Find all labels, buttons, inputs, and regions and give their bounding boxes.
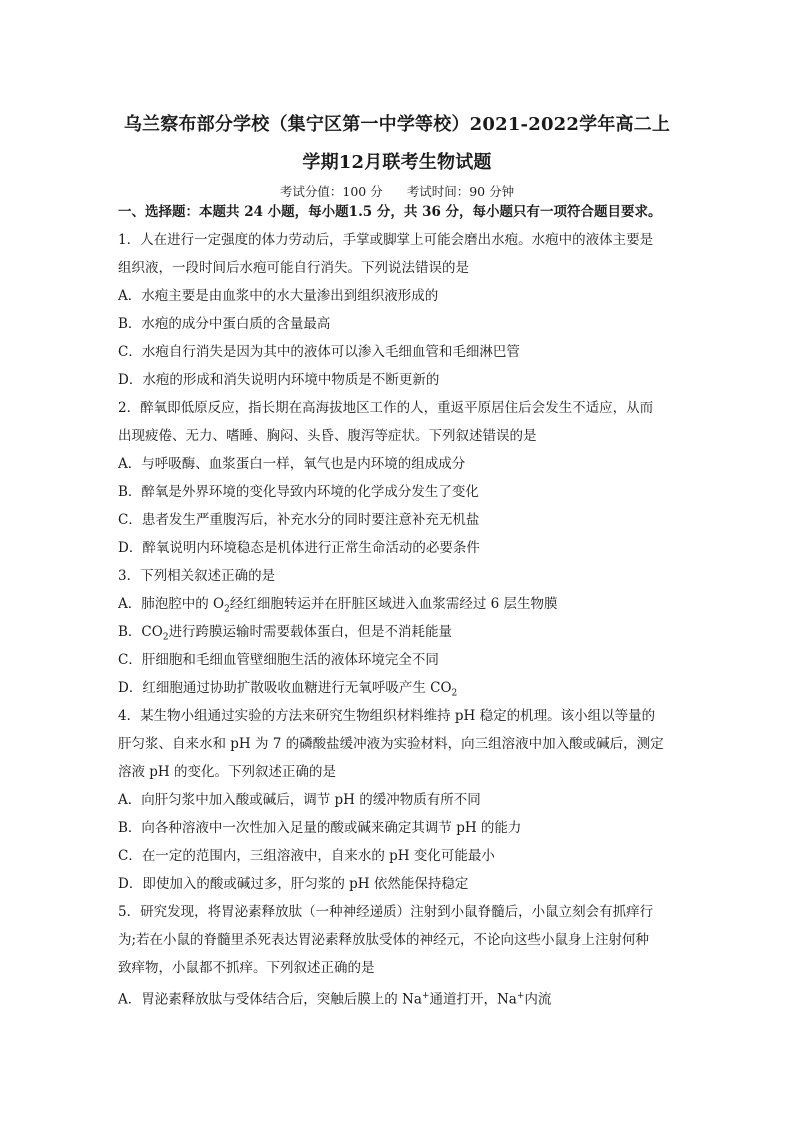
text-line: 1．人在进行一定强度的体力劳动后，手掌或脚掌上可能会磨出水疱。水疱中的液体主要是 [118, 232, 654, 248]
exam-time: 考试时间：90 分钟 [406, 184, 515, 199]
option-line: C．肝细胞和毛细血管壁细胞生活的液体环境完全不同 [118, 652, 439, 668]
text-line: B．醉氧是外界环境的变化导致内环境的化学成分发生了变化 [118, 484, 479, 500]
option-line: A．胃泌素释放肽与受体结合后，突触后膜上的 Na+通道打开，Na+内流 [118, 991, 552, 1008]
title-line-2: 学期12月联考生物试题 [302, 152, 492, 173]
text-line: B．水疱的成分中蛋白质的含量最高 [118, 316, 331, 332]
text-line: 3．下列相关叙述正确的是 [118, 568, 276, 584]
text-line: 为;若在小鼠的脊髓里杀死表达胃泌素释放肽受体的神经元，不论向这些小鼠身上注射何种 [118, 932, 650, 948]
option-line: B．$CO_2$进行跨膜运输时需要载体蛋白，但是不消耗能量 [118, 624, 453, 643]
text-line: 溶液 pH 的变化。下列叙述正确的是 [118, 764, 336, 780]
option-line: A．肺泡腔中的 $O_2$经红细胞转运并在肝脏区域进入血浆需经过 6 层生物膜 [118, 596, 558, 615]
text-line: 肝匀浆、自来水和 pH 为 7 的磷酸盐缓冲液为实验材料，向三组溶液中加入酸或碱后，测定 [118, 736, 664, 752]
text-line: D．醉氧说明内环境稳态是机体进行正常生命活动的必要条件 [118, 540, 480, 556]
text-line: B．向各种溶液中一次性加入足量的酸或碱来确定其调节 pH 的能力 [118, 820, 522, 836]
exam-meta [0, 182, 794, 200]
text-line: A．水疱主要是由血浆中的水大量渗出到组织液形成的 [118, 288, 439, 304]
text-line: A．向肝匀浆中加入酸或碱后，调节 pH 的缓冲物质有所不同 [118, 792, 481, 808]
text-line: C．患者发生严重腹泻后，补充水分的同时要注意补充无机盐 [118, 512, 480, 528]
text-line: 5．研究发现，将胃泌素释放肽（一种神经递质）注射到小鼠脊髓后，小鼠立刻会有抓痒行 [118, 904, 654, 920]
text-line: C．水疱自行消失是因为其中的液体可以渗入毛细血管和毛细淋巴管 [118, 344, 520, 360]
option-line: D．红细胞通过协助扩散吸收血糖进行无氧呼吸产生 $CO_2$ [118, 680, 458, 699]
title-line-1: 乌兰察布部分学校（集宁区第一中学等校）2021-2022学年高二上 [123, 114, 671, 135]
text-line: 4．某生物小组通过实验的方法来研究生物组织材料维持 pH 稳定的机理。该小组以等量的 [118, 708, 656, 724]
text-line: 致痒物，小鼠都不抓痒。下列叙述正确的是 [118, 960, 375, 976]
text-line: D．即使加入的酸或碱过多，肝匀浆的 pH 依然能保持稳定 [118, 876, 469, 892]
text-line: D．水疱的形成和消失说明内环境中物质是不断更新的 [118, 372, 440, 388]
text-line: C．在一定的范围内，三组溶液中，自来水的 pH 变化可能最小 [118, 848, 495, 864]
text-line: 2．醉氧即低原反应，指长期在高海拔地区工作的人，重返平原居住后会发生不适应，从而 [118, 400, 654, 416]
text-line: 出现疲倦、无力、嗜睡、胸闷、头昏、腹泻等症状。下列叙述错误的是 [118, 428, 537, 444]
exam-score: 考试分值：100 分 [279, 184, 383, 199]
section-heading: 一、选择题：本题共 24 小题，每小题1.5 分，共 36 分，每小题只有一项符合题目要求。 [118, 204, 662, 220]
text-line: A．与呼吸酶、血浆蛋白一样，氧气也是内环境的组成成分 [118, 456, 466, 472]
text-line: 组织液，一段时间后水疱可能自行消失。下列说法错误的是 [118, 260, 469, 276]
